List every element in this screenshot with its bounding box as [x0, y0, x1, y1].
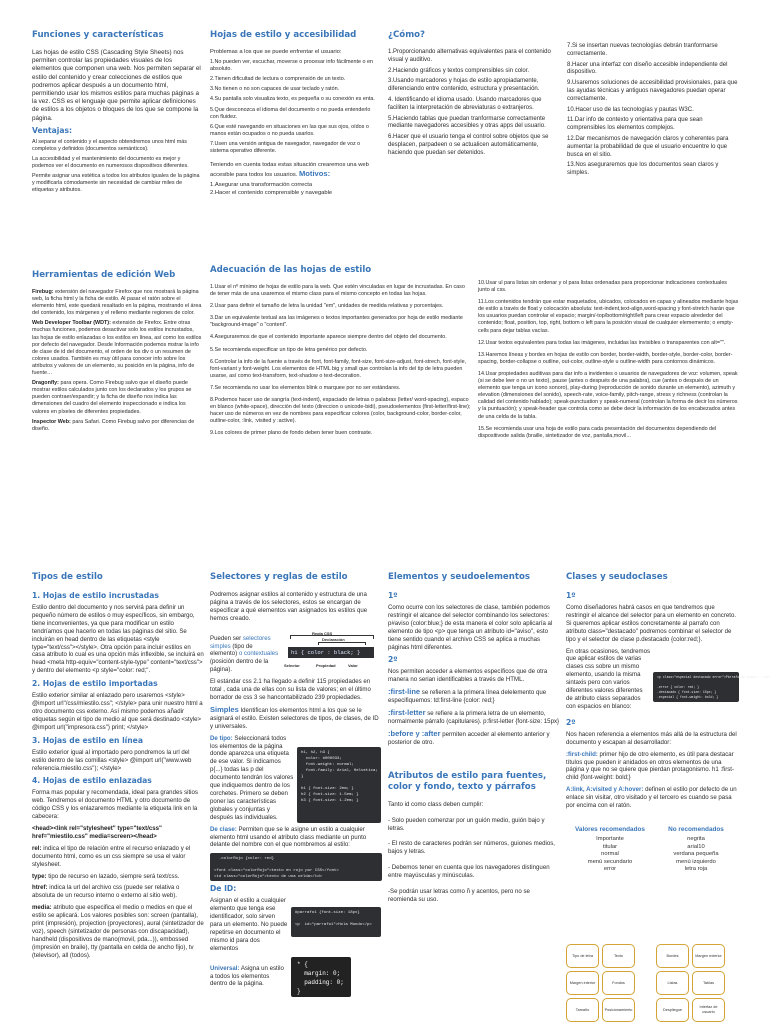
- not-recommended-column: [656, 826, 736, 874]
- definition: Seleccionará todos los elementos de la página donde aparezca una etiqueta de ese valor. Si indicamos p{...} todas las p del documento tendrán los valores que indiquemos dentro de los corchetes. Primero se deben poner las características globales y conjuntas y después las individuales.: [210, 734, 294, 821]
- paragraph: Problemas a los que se puede enfrentar el usuario:: [210, 49, 342, 55]
- definition: Asigna un estilo a todos los elementos dentro de la página.: [210, 964, 284, 988]
- diagram-label: Valor: [348, 662, 358, 668]
- paragraph: Tanto id como class deben cumplir:: [388, 800, 484, 808]
- list-item: 4.Su pantalla solo visualiza texto, es pequeña o su conexión es enta.: [210, 96, 375, 103]
- step-number: 1º: [388, 591, 398, 600]
- paragraph: [32, 904, 204, 959]
- paragraph: [210, 735, 294, 822]
- definition: tipo de recurso en lazado, siempre será text/css.: [48, 872, 180, 880]
- text: (tipo de elemento): [210, 642, 253, 658]
- highlight-text: selectores simples: [210, 634, 271, 650]
- paragraph: - El resto de caracteres podrán ser números, guiones medios, bajos y letras.: [388, 840, 555, 856]
- code-block: .colorRojo {color: red} <font class="colorRojo">texto en rojo por CSS</font> <td class="colorRojo">texto de una celda</td>: [210, 853, 382, 881]
- paragraph: Permite asignar una estética a todos los atributos iguales de la página y modificarla cómodamente sin necesidad de cambiar miles de etiquetas y atributos.: [32, 173, 200, 194]
- paragraph: La accesibilidad y el mantenimiento del documento es mejor y podemos ver el documento en numerosos dispositivos diferentes.: [32, 156, 189, 170]
- grid-cell: Margen exterior: [692, 944, 725, 968]
- list-item: 4.Aseguraremos de que el contenido importante aparece siempre dentro del objeto del documento.: [210, 334, 447, 341]
- grid-cell: Texto: [602, 944, 635, 968]
- term: htref:: [32, 884, 48, 892]
- term: media:: [32, 904, 52, 912]
- section-accesibilidad: [210, 30, 380, 260]
- paragraph: [32, 289, 202, 317]
- definition: extensión de Firefox. Entre otras muchas funciones, podemos desactivar solo los estilos incrustados, las hojas de estilo enlazadas o los estilos en línea, así como los estilos por defecto del navegador. Desde Información podemos mstrar la info de clase de id del documento, el orden de los div o un resumen de colores usados. También es muy útil para conocer info sobre los atributos y valores de un elemento, su posición en la página, info de fuente…: [32, 320, 202, 377]
- outro-text: Teniendo en cuenta todas estas situación crearemos una web accesible para todos los usuarios.: [210, 162, 369, 178]
- diagram-bracket: [290, 635, 374, 639]
- subsection-title: 2. Hojas de estilo importadas: [32, 679, 158, 689]
- highlight-text: o contextuales: [238, 650, 279, 658]
- definition: primer hijo de otro elemento, es útil para destacar títulos que pueden ir anidados en otros elementos de una página y que no se quiere que pierdan protagonismo. h1 :first-child {font-weight: bold;}: [566, 750, 735, 782]
- list-item: 7.Se recomienda no usar los elementos blink o marquee por no ser estándares.: [210, 384, 401, 391]
- list-item: 3.No tienen o no son capaces de usar teclado y ratón.: [210, 86, 340, 93]
- paragraph: Al separar el contenido y el aspecto obtendremos unos html más completos y definidos (documentos semánticos).: [32, 138, 187, 152]
- section-herramientas: [32, 270, 202, 540]
- section-title: Atributos de estilo para fuentes, color y fondo, texto y párrafos: [388, 770, 547, 792]
- grid-cell: Listas: [656, 971, 689, 995]
- css-rule-diagram: [284, 631, 380, 675]
- subsection-title: 1. Hojas de estilo incrustadas: [32, 591, 159, 600]
- paragraph: Estilo exterior igual al importado pero pondremos la url del estilo dentro de las comillas <style> @import url("www.web referencia.miestilo.css"); </style>: [32, 748, 192, 772]
- grid-cell: Bordes: [656, 944, 689, 968]
- list-item: 1.No pueden ver, escuchar, moverse o procesar info fácilmente o en absoluto.: [210, 59, 374, 73]
- term: Inspector Web:: [32, 418, 71, 425]
- list-item: 13.Haremos líneas y bordes en hojas de estilo con border, border-width, border-style, border-color, border-spacing, border-collapse o outline, out-color, outline-style u outline-width para contornos dinámicos.: [478, 351, 733, 365]
- definition: permiten acceder al elemento anterior y posterior de otro.: [388, 730, 550, 746]
- column-title: No recomendados: [668, 825, 724, 833]
- list-item: error: [603, 866, 617, 873]
- list-item: negrita: [687, 835, 705, 842]
- definition: atributo que especifica el medio o medios en que el estilo se aplicará. Los valores posibles son: screen (pantalla), print (impresión), projection (proyectores), aural (sintetizador de voz), speech (sintetizador de personas con discapacidad), handheld (dispositivos de mano(movil, pda...)), embossed (impresión en braile), tty (pantalla en celda de ancho fijo), tv (televisor), all (todos).: [32, 904, 204, 959]
- paragraph: [32, 380, 202, 415]
- list-item: 7.Si se insertan nuevas tecnologías debrán tranformarse correctamente.: [567, 43, 718, 57]
- list-item: 5.Haciendo tablas que puedan tranformarse correctamente mediante navegadores accesibles y otras apps del usuario.: [388, 115, 546, 130]
- list-item: 6.Que esté navegando en situaciones en las que sus ojos, oídos o manos están ocupados o no pueda usarlos.: [210, 123, 369, 137]
- grid-cell: Fondos: [602, 971, 635, 995]
- step-number: 1º: [566, 591, 576, 600]
- paragraph: [210, 162, 380, 179]
- section-title: ¿Cómo?: [388, 30, 426, 40]
- list-item: 10.Hacer uso de las tecnologías y pautas W3C.: [567, 106, 694, 113]
- section-title: Hojas de estilo y accesibilidad: [210, 30, 357, 40]
- step-number: 2º: [566, 717, 576, 727]
- paragraph: [566, 786, 740, 810]
- paragraph: [32, 884, 204, 900]
- grid-cell: Posicionamiento: [602, 998, 635, 1022]
- term: :first-letter: [388, 708, 426, 718]
- diagram-label: Selector: [284, 662, 300, 668]
- paragraph: En otras ocasiones, tendremos que aplicar estilos de varias clases css sobre un mismo elemento, usando la misma sintaxis pero con varios diferentes valores diferentes de atributo class separados con espacios en blanco:: [566, 647, 651, 710]
- diagram-label: Propiedad: [316, 662, 336, 668]
- subsection-title: Ventajas:: [32, 125, 73, 135]
- section-adecuacion-cont: [478, 280, 740, 545]
- section-tipos: [32, 572, 204, 1024]
- paragraph: [32, 873, 204, 881]
- paragraph: - Solo pueden comenzar por un guión medio, guión bajo y letras.: [388, 816, 545, 832]
- paragraph: [388, 688, 560, 705]
- section-title: Elementos y seudoelementos: [388, 572, 531, 582]
- list-item: normal: [601, 851, 619, 858]
- paragraph: Asignan el estilo a cualquier elemento que tenga ese identificador, solo sirven para un elemento. No puede repetirse en documento el mismo id para dos elementos: [210, 897, 288, 952]
- term: :first-child:: [566, 750, 598, 758]
- paragraph: Como ocurre con los selectores de clase, también podemos restringir el alcance del selector combinando los selectores: p#aviso {color:blue;} de esta manera el color solo aplicaría al elemento de tipo <p> que tenga un atributo id="aviso", esto tiene sentido cuando el archivo CSS se aplica a muchas páginas html diferentes.: [388, 604, 553, 651]
- grid-cell: Despliegue: [656, 998, 689, 1022]
- paragraph: [210, 826, 382, 850]
- step-number: 2º: [388, 655, 398, 665]
- paragraph: Podremos asignar estilos al contenido y estructura de una página a través de los selectores, estos se encargan de especificar a qué elementos van asignados los estilos que hemos creado.: [210, 591, 368, 622]
- list-item: Importante: [596, 835, 624, 842]
- term: De clase:: [210, 825, 237, 833]
- list-item: 11.Dar info de contexto y orientativa para que sean comprensibles los elementos complejos.: [567, 117, 703, 132]
- term: :before y :after: [388, 728, 441, 738]
- list-item: 3.Dar un equivalente textual ara las imágenes o textos importantes generados por hoja de estilo mediante "background-image" o "content".: [210, 315, 463, 329]
- section-elementos: [388, 572, 560, 1024]
- link-code: <head><link rel="stylesheet" type="text/css" href="miestilo.css" media=screen></head>: [32, 825, 162, 840]
- definition: se refiere a la primera letra de un elemento, normalmente párrafo (capitulares). p:first-letter {font-size: 15px}: [388, 710, 560, 725]
- list-item: 1.Usar el nº mínimo de hojas de estilo para la web. Que estén vinculadas en lugar de incrustadas. En caso de tener más de una usaremos el mismo class para el mismo concepto en todas las hojas.: [210, 284, 465, 298]
- paragraph: Nos permiten acceder a elementos específicos que de otra manera no serian identificables a través de HTML.: [388, 668, 548, 684]
- recommended-values: [566, 826, 740, 874]
- section-adecuacion: [210, 265, 472, 545]
- css-property-grid: [566, 944, 742, 1024]
- list-item: 1.Asegurar una transformación correcta: [210, 181, 313, 188]
- section-title: Selectores y reglas de estilo: [210, 572, 348, 582]
- list-item: letra roja: [684, 866, 708, 873]
- code-block: * { margin: 0; padding: 0; }: [291, 957, 351, 997]
- section-funciones: [32, 30, 202, 260]
- term: Universal:: [210, 964, 240, 972]
- paragraph: Forma mas popular y recomendada, ideal para grandes sitios web. Tendremos el documento HTML y otro documento de código CSS y los enlazaremos mediante la etiqueta link en la cabecera:: [32, 789, 198, 821]
- section-como: [388, 30, 563, 260]
- list-item: menú izquierdo: [676, 858, 716, 865]
- paragraph: Nos hacen referencia a elementos más allá de la estructura del documento y escapan al desarrollador:: [566, 730, 737, 746]
- list-item: 6.Controlar la info de la fuente a través de font, font-family, font-size, font-size-adjust, font-strech, font-style, font-variant y font-weight. Los elementos de HTML big y small que controlan la info del tip de letra pueden usarse, así como text-transform, text-shadow o text-decoration.: [210, 358, 467, 379]
- diagram-bracket: [318, 642, 366, 645]
- motivos-heading: Motivos:: [298, 168, 331, 178]
- definition: para opera. Como Firebug salvo que el diseño puede mostrar estilos calculados junto con los declarados y los grupos se pueden contraer/expandir; y la ficha de diseño nos indica las dimensiones del cuadro del elemento inspeccionado e indica los valores en píxeles de diferentes propiedades.: [32, 380, 192, 415]
- list-item: 12.Dar mecanismos de navegación claros y coherentes para aumentar la probabilidad de que el usuario encuentre lo que busca en el sitio.: [567, 135, 729, 158]
- list-item: 2.Hacer el contenido comprensible y navegable: [210, 190, 333, 197]
- subsection-title: De ID:: [210, 884, 237, 894]
- paragraph: [388, 709, 560, 726]
- list-item: 11.Los contenidos tendrán que estar maquetados, ubicados, colocados en capas y alineados mediante hojas de estilo a través de float y colocación absoluta: text-indent,text-align,word-spacing y font-stretch harán que los usuarios puedan controlar el espacio; margin/-top/bottom/right/left para crear espacio alrededor del contenido; float, position, top, right, bottom o left para la posición visual de cualquier elememento; o empty-cells para dejar tablas vacías.: [478, 299, 739, 334]
- definition: Identifican los elementos html a los que se le asignará el estilo. Existen selectores de tipos, de clases, de ID y universales.: [210, 706, 379, 730]
- paragraph: Las hojas de estilo CSS (Cascading Style Sheets) nos permiten controlar las propiedades visuales de los elementos que componen una web. Nos permiten separar el estilo del contenido y crear colecciones de estilos que podremos aplicar después a un documento html, permitiendo usar los mismos estilos para muchas páginas a la vez. CSS es el lenguaje que permite aplicar definiciones de estilos a los objetos o bloques de los que se compone la página.: [32, 49, 201, 122]
- list-item: 10.Usar ul para listas sin ordenar y ol para listas ordenadas para proporcionar indicaciones contextuales junto al css.: [478, 280, 728, 294]
- code-line: [32, 825, 204, 841]
- list-item: 4. Identificando el idioma usado. Usando marcadores que faciliten la interpretación de abreviaturas o extranjeros.: [388, 96, 542, 111]
- definition: definen el estilo por defecto de un enlace sin visitar, otro visitado y el tercero es cuando se pasa por encima con el ratón.: [566, 786, 737, 810]
- paragraph: Estilo dentro del documento y nos servirá para definir un pequeño número de estilos o muy específicos, sin embargo, tiene inconvenientes, ya que para modificar un estilo tendríamos que hacerlo en todas las páginas del sitio. Se incluirán en head dentro de las etiquetas <style type="text/css"></style>. Otra opción para incluir estilos en casa atributo lo cual es una opción más inflexible, se incluirá en head <meta http-equiv="content-style-type" content="text/css"> y dentro del elemento <p style="color: red;".: [32, 604, 204, 675]
- grid-cell: Interfaz de usuario: [692, 998, 725, 1022]
- list-item: menú secundario: [587, 858, 633, 865]
- list-item: 8.Podemos hacer uso de sangría (text-indent), espaciado de letras o palabras (letter/ word-spacing), espaco en blanco (white-space), dirección del texto (direccion o unicode-bidi), pseudoelementos (first-letter/first-line); hacer uso de números en vez de nombres para especificar colores (color, background-color, border-color, outline-color, :link, :visited y :active).: [210, 397, 471, 425]
- term: Firebug:: [32, 289, 54, 295]
- list-item: 13.Nos aseguraremos que los documentos sean claros y simples.: [567, 162, 719, 177]
- paragraph: El estándar css 2.1 ha llegado a definir 115 propiedades en total , cada una de ellas con su lista de valores; en el último borrador de css 3 se hancontabilizado 239 propiedades.: [210, 678, 371, 701]
- paragraph: - Debemos tener en cuenta que los navegadores distinguen entre mayúsculas y minúsculas.: [388, 864, 550, 880]
- paragraph: [566, 751, 740, 783]
- term: Dragonfly:: [32, 380, 59, 387]
- paragraph: [32, 845, 204, 869]
- list-item: 8.Hacer una interfaz con diseño accesible independiente del dispositivo.: [567, 61, 728, 76]
- list-item: verdana pequeña: [673, 851, 719, 858]
- section-selectores: [210, 572, 382, 1024]
- section-title: Clases y seudoclases: [566, 572, 668, 582]
- code-block: #parrafo1 {font-size: 18px} <p id="parrafo1">Hola Mundo</p>: [291, 907, 381, 937]
- list-item: 1.Proporcionando alternativas equivalentes para el contenido visual y auditivo.: [388, 49, 551, 63]
- paragraph: [210, 635, 280, 675]
- definition: extensión del navegador Firefox que nos mostrará la página web, la ficha html y la ficha de estilo. Al pasar el ratón sobre el elemento html, este quedará resaltado en la página, mostrando el área del contenido, los márgenes y el relleno mediante regiones de color.: [32, 289, 202, 317]
- grid-cell: Tamaño: [566, 998, 599, 1022]
- subsection-title: 4. Hojas de estilo enlazadas: [32, 776, 152, 786]
- term: Web Developer Toolbar (WDT):: [32, 320, 111, 327]
- definition: Permiten que se le asigne un estilo a cualquier elemento html usando el atributo class mediante un punto delante del nombre con el que nombremos al estilo:: [210, 825, 367, 849]
- paragraph: Como diseñadores habrá casos en que tendremos que restringir el alcance del selector para un elemento en concreto. Si queremos aplicar estilos concretamente al parrafo con atributo class="destacado" podremos combinar el selector de tipo y el selector de clase p.destacado {color:red;}.: [566, 604, 737, 643]
- section-title: Adecuación de las hojas de estilo: [210, 265, 372, 275]
- list-item: 7.Usen una versión antigua de navegador, navegador de voz o sistema operativo diferente.: [210, 140, 361, 155]
- text: (posición dentro de la página).: [210, 658, 269, 674]
- grid-cell: Margen interior: [566, 971, 599, 995]
- paragraph: [210, 706, 382, 731]
- list-item: 2.Usar para definir el tamaño de letra la unidad "em", unidades de medida relativas y porcentajes.: [210, 303, 444, 310]
- paragraph: [210, 965, 288, 993]
- diagram-code: h1 { color : black; }: [288, 647, 374, 658]
- section-como-cont: [567, 43, 742, 263]
- list-item: 2.Haciendo gráficos y textos comprensibles sin color.: [388, 67, 530, 74]
- paragraph: Estilo exterior similar al enlazado pero usaremos <style> @import url"/css/miestilo.css"; </style> para unir nuestro html a otro documento css externo. Así mismo podemos añadir etiquetas según el tipo de medio al que será destinado <style> @import url("impresora.css") print; </style>: [32, 692, 203, 731]
- term: :first-line: [388, 687, 421, 697]
- definition: para Safari. Como Firebug salvo por diferencias de diseño.: [32, 418, 195, 432]
- term: Simples: [210, 704, 239, 714]
- definition: indica la url del archivo css (puede ser relativa o absoluta de un recurso interno o externo al sitio web).: [32, 884, 180, 900]
- paragraph: [388, 730, 560, 747]
- subsection-title: 3. Hojas de estilo en línea: [32, 735, 143, 745]
- list-item: 12.Usar textos equivalentes para todas las imágenes, incluidas las invisibles o transparentes con alt="".: [478, 339, 726, 346]
- list-item: arial10: [687, 843, 705, 850]
- section-title: Tipos de estilo: [32, 572, 103, 582]
- list-item: 6.Hacer que el usuario tenga el control sobre objetos que se desplacen, parpadeen o se actualicen automáticamente, haciendo que puedan ser detenidos.: [388, 134, 549, 156]
- list-item: 5.Se recomienda especificar un tipo de letra genérico por defecto.: [210, 346, 368, 353]
- term: type:: [32, 872, 47, 880]
- list-item: 2.Tienen dificultad de lectura o comprensión de un texto.: [210, 76, 346, 83]
- diagram-top-label: Regla CSS: [312, 630, 333, 636]
- diagram-top-label: Declaración: [322, 636, 345, 642]
- section-title: Herramientas de edición Web: [32, 270, 176, 280]
- column-title: Valores recomendados: [575, 825, 645, 833]
- grid-cell: Tablas: [692, 971, 725, 995]
- grid-cell: Tipo de letra: [566, 944, 599, 968]
- paragraph: [32, 419, 202, 433]
- list-item: titular: [602, 843, 618, 850]
- term: rel:: [32, 844, 42, 852]
- code-block: h1, h2, h3 { color: #000033; font-weight: normal; font-family: Arial, Helvetica; } h1 { font-size: 2em; } h2 { font-size: 1.5em; } h3 { font-size: 1.2em; }: [297, 747, 381, 823]
- recommended-column: [570, 826, 650, 874]
- list-item: 14.Usar propiedades auditivas para dar info a invidentes o usuarios de navegadores de voz: volumen, speak (si se debe leer o no un texto), pause (antes o después de una palabra), cue (antes o después de un elemento que tenga un icono sonoro), play-during (reproducción de sonido durante un elemento), azimuth y elevation (dimensiones del sonido), speech-rate, voice-family, pitch-range, stress y richness (controlan la calidad del contenido hablado); speak-punctuation y speak-numeral (controlan la forma de decir los números y la puntuación); y speak-header que controla como se debe decir la información de los encabezados antes de una celda de la tabla.: [478, 370, 738, 420]
- list-item: 3.Usando marcadores y hojas de estilo apropiadamente, diferenciando entre contenido, estructura y presentación.: [388, 78, 540, 93]
- definition: indica el tipo de relación entre el recurso enlazado y el documento html, como es un css siempre se usa el valor stylesheet.: [32, 844, 191, 868]
- list-item: 9.Los colores de primer plano de fondo deben tener buen contraste.: [210, 430, 373, 437]
- list-item: 9.Usaremos soluciones de accesibilidad provisionales, para que las ayudas técnicas y antiguos navegadores puedan operar correctamente.: [567, 80, 738, 102]
- list-item: 15.Se recomienda usar una hoja de estilo para cada presentación del documentos dependiendo del dispositivode salida (braille, sintetizador de voz, pantalla,movil...: [478, 425, 717, 439]
- definition: se refieren a la primera línea delelemento que especifiquemos: td:first-line {color: red;}: [388, 689, 547, 705]
- text: Pueden ser: [210, 634, 242, 642]
- paragraph: [32, 320, 202, 377]
- list-item: 5.Que desconozca el idioma del documento o no pueda entenderlo con fluidez.: [210, 106, 371, 120]
- code-block: <p class="especial destacado error">Párrafo de texto...</p> .error { color: red; } .destacado { font-size: 15px; } .especial { font-weight: bold; }: [653, 672, 739, 702]
- paragraph: -Se podrán usar letras como ñ y acentos, pero no se reomienda su uso.: [388, 888, 530, 903]
- section-title: Funciones y características: [32, 30, 164, 40]
- term: A:link, A:visited y A:hover:: [566, 786, 644, 794]
- term: De tipo:: [210, 734, 233, 742]
